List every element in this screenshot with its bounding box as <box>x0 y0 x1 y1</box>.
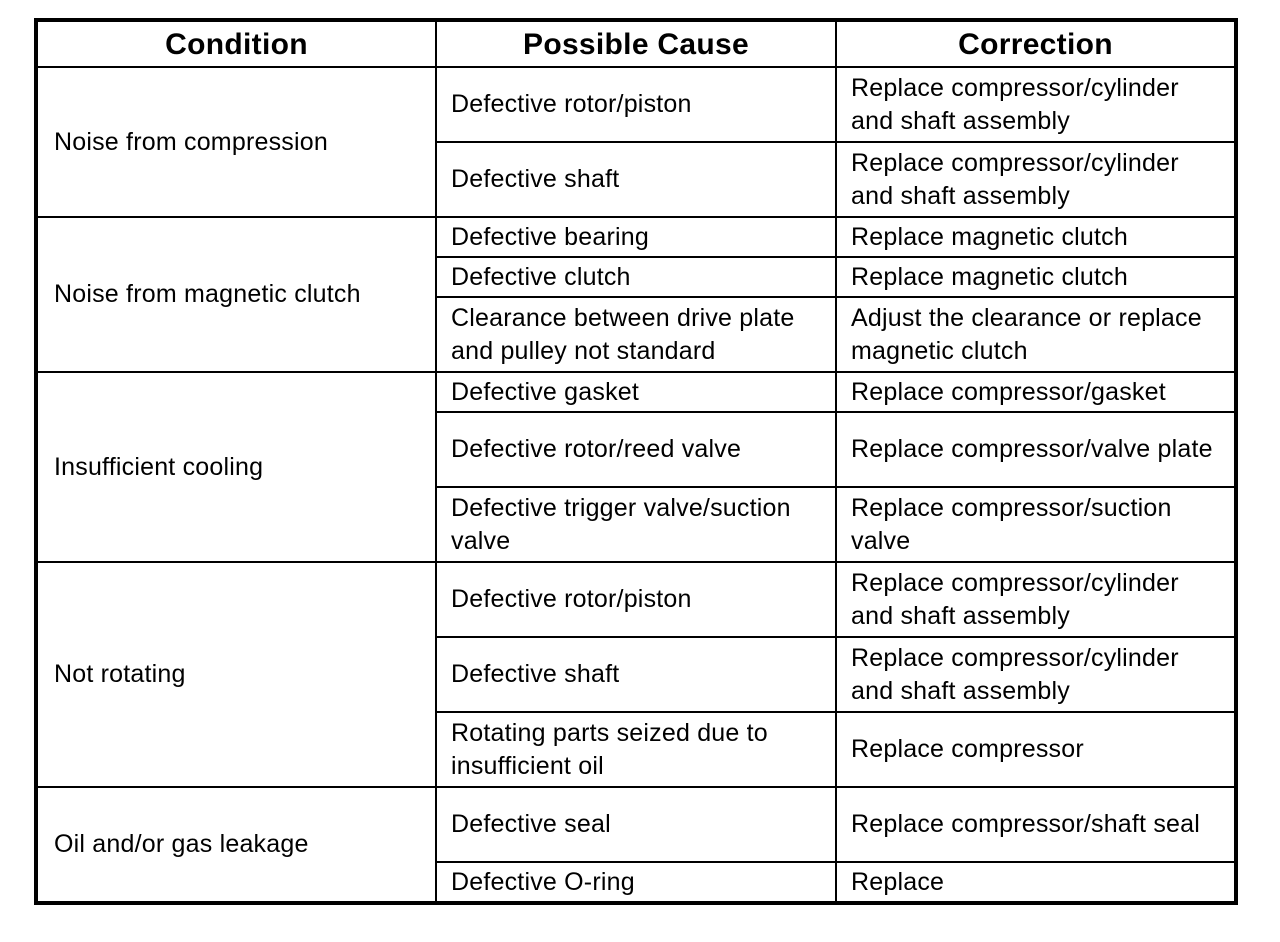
cause-cell: Defective shaft <box>436 637 836 712</box>
correction-cell: Replace compressor/suction valve <box>836 487 1236 562</box>
header-condition: Condition <box>36 20 436 67</box>
header-row <box>36 20 1236 67</box>
correction-cell: Replace magnetic clutch <box>836 217 1236 257</box>
correction-cell: Replace compressor/valve plate <box>836 412 1236 487</box>
correction-cell: Replace compressor/cylinder and shaft assembly <box>836 562 1236 637</box>
cause-cell: Defective seal <box>436 787 836 862</box>
correction-cell: Replace compressor/shaft seal <box>836 787 1236 862</box>
condition-cell: Oil and/or gas leakage <box>36 787 436 903</box>
table-row <box>36 372 1236 412</box>
condition-cell: Insufficient cooling <box>36 372 436 562</box>
correction-cell: Replace compressor <box>836 712 1236 787</box>
cause-cell: Defective trigger valve/suction valve <box>436 487 836 562</box>
cause-cell: Defective bearing <box>436 217 836 257</box>
condition-cell: Noise from compression <box>36 67 436 217</box>
cause-cell: Defective gasket <box>436 372 836 412</box>
correction-cell: Replace <box>836 862 1236 903</box>
condition-cell: Noise from magnetic clutch <box>36 217 436 372</box>
cause-cell: Clearance between drive plate and pulley not standard <box>436 297 836 372</box>
table-row <box>36 217 1236 257</box>
header-correction: Correction <box>836 20 1236 67</box>
cause-cell: Defective rotor/piston <box>436 67 836 142</box>
correction-cell: Replace compressor/gasket <box>836 372 1236 412</box>
condition-cell: Not rotating <box>36 562 436 787</box>
cause-cell: Defective O-ring <box>436 862 836 903</box>
table-row <box>36 67 1236 142</box>
troubleshooting-table <box>34 18 1238 905</box>
table-row <box>36 787 1236 862</box>
table-row <box>36 562 1236 637</box>
correction-cell: Replace magnetic clutch <box>836 257 1236 297</box>
cause-cell: Defective shaft <box>436 142 836 217</box>
header-possible-cause: Possible Cause <box>436 20 836 67</box>
cause-cell: Defective clutch <box>436 257 836 297</box>
correction-cell: Replace compressor/cylinder and shaft assembly <box>836 142 1236 217</box>
cause-cell: Rotating parts seized due to insufficient oil <box>436 712 836 787</box>
cause-cell: Defective rotor/piston <box>436 562 836 637</box>
correction-cell: Adjust the clearance or replace magnetic clutch <box>836 297 1236 372</box>
correction-cell: Replace compressor/cylinder and shaft assembly <box>836 637 1236 712</box>
correction-cell: Replace compressor/cylinder and shaft assembly <box>836 67 1236 142</box>
cause-cell: Defective rotor/reed valve <box>436 412 836 487</box>
